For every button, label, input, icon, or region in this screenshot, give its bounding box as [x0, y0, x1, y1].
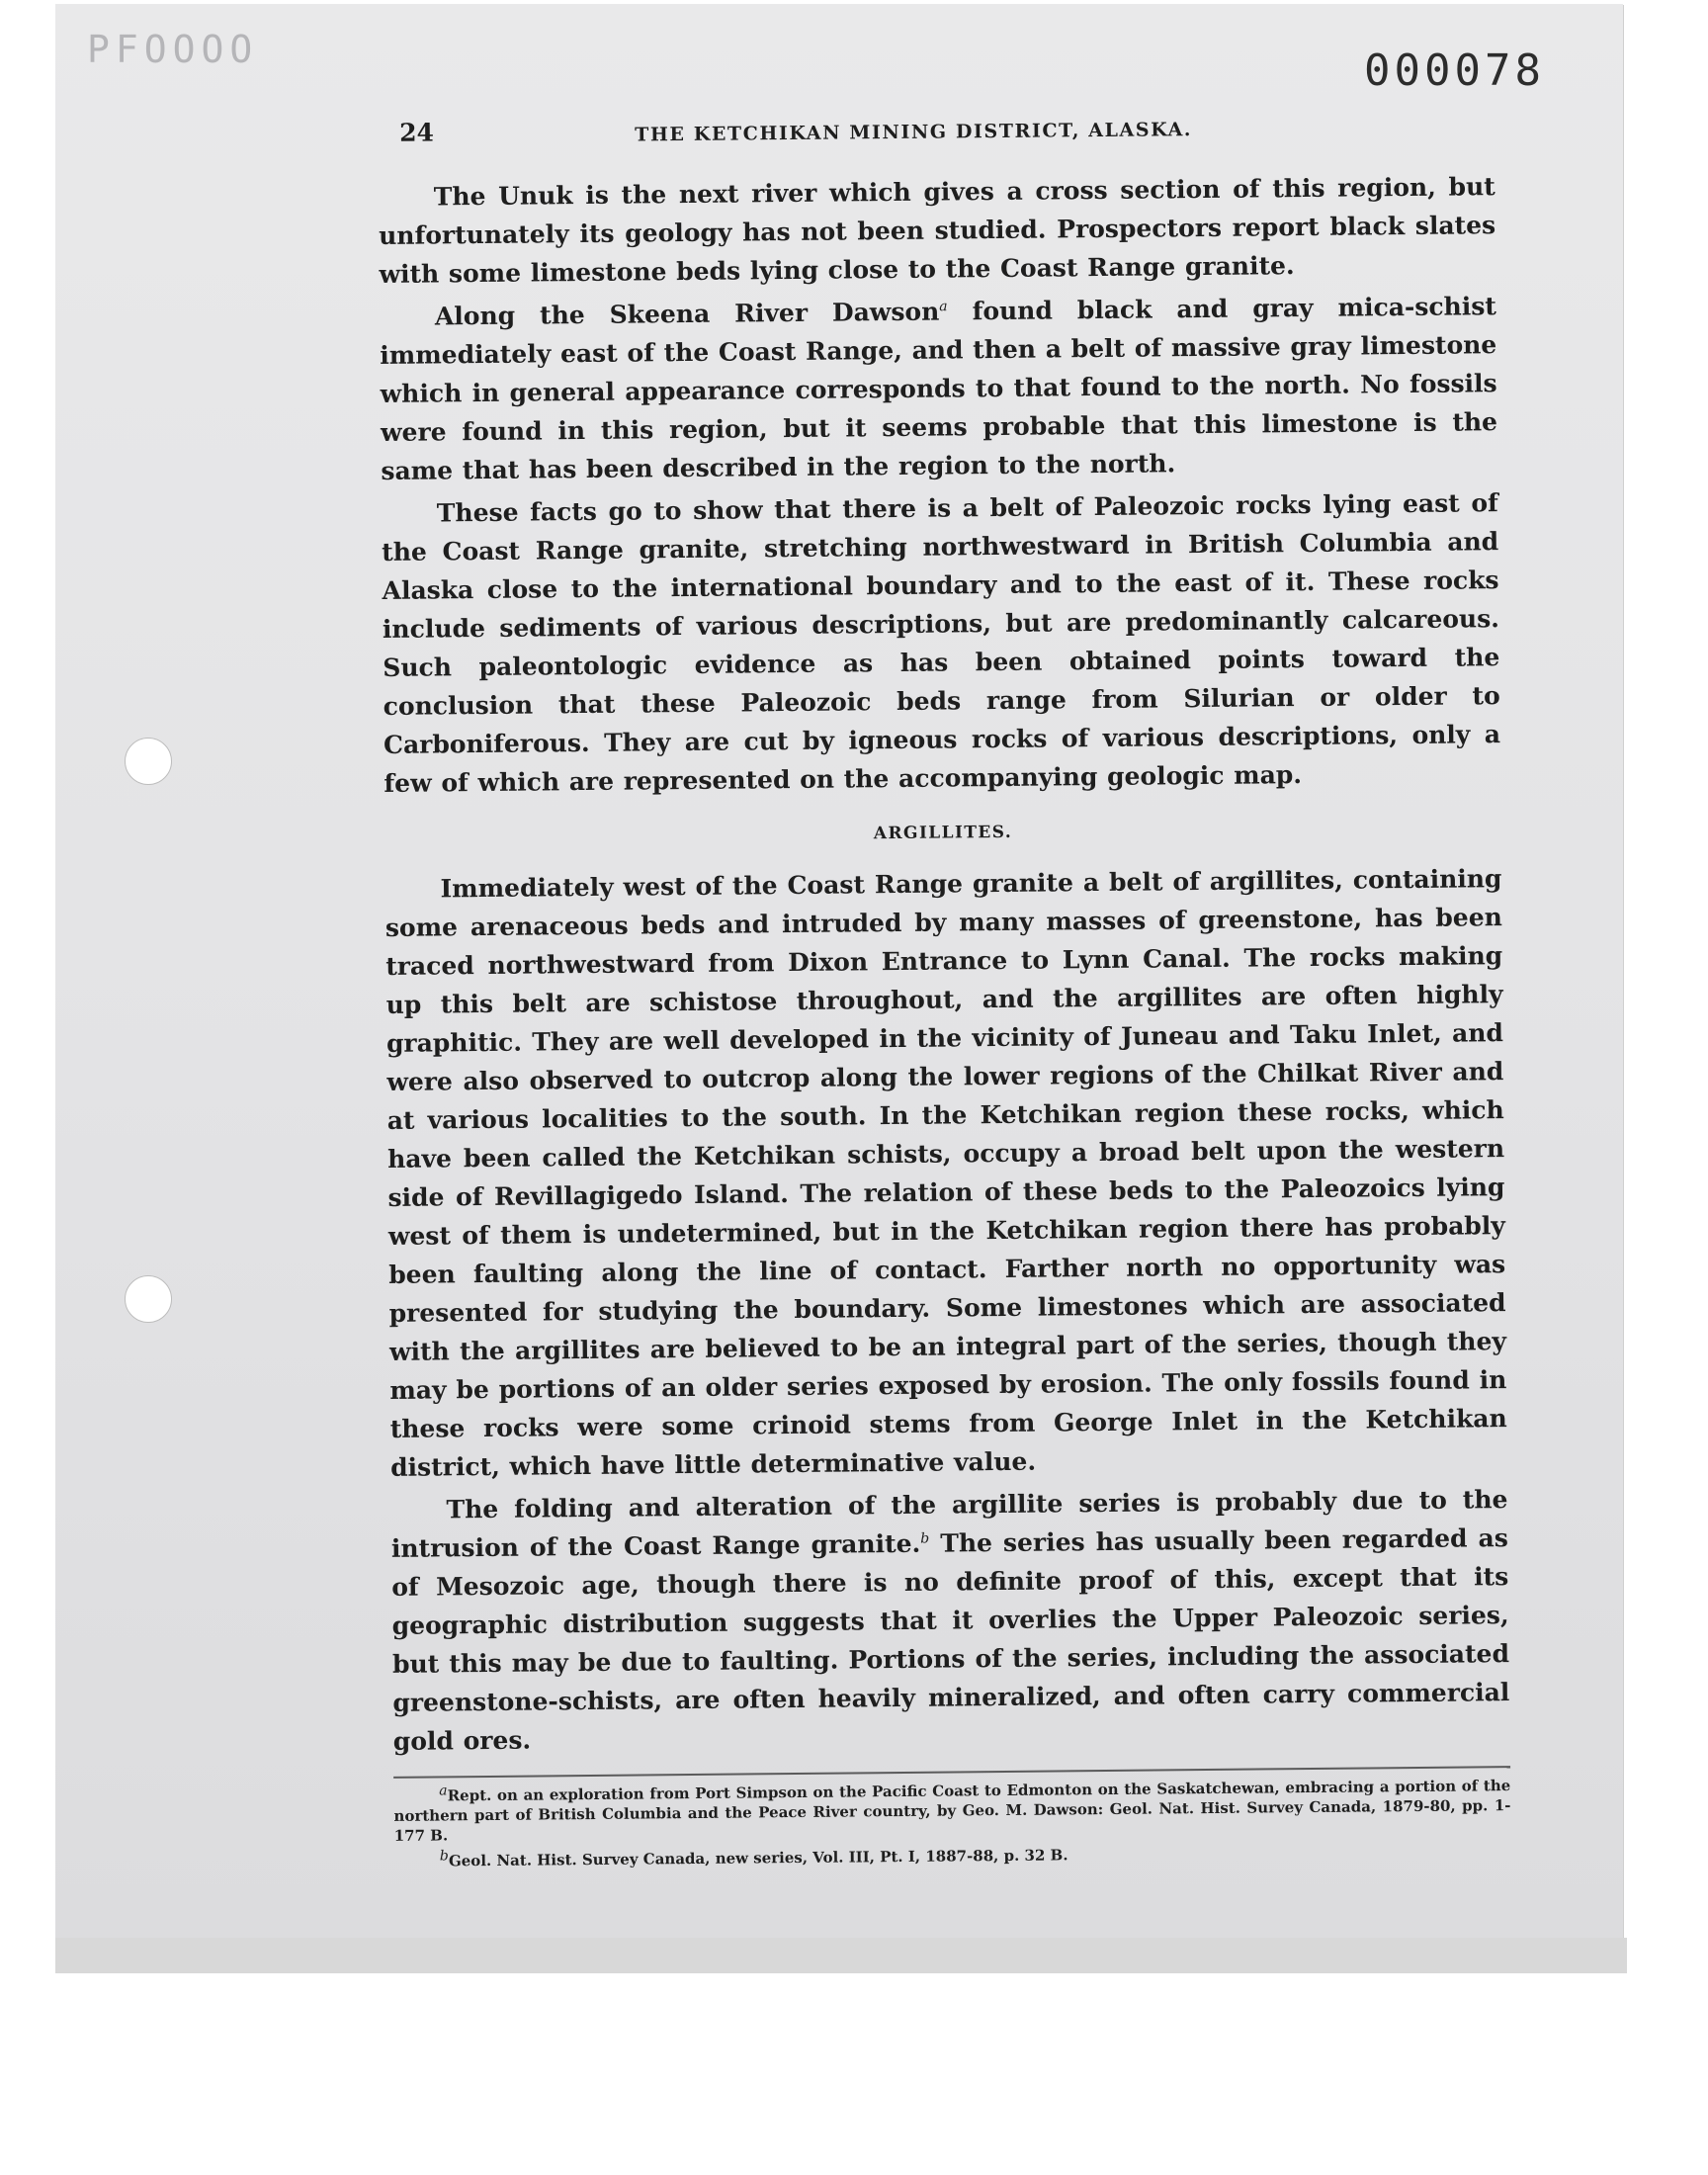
paragraph-folding-rest: The series has usually been regarded as of Mesozoic age, though there is no definite proof of this, except that its geographic distribution suggests that it overlies the Upper Paleozoic series, but this may be due to faulting. Portions of the series, including the associated greenstone-schists, are often heavily mineralized, and often carry commercial gold ores.: [391, 1523, 1510, 1756]
faint-stamp-number: PFOOOO: [87, 28, 259, 71]
footnote-b-text: Geol. Nat. Hist. Survey Canada, new series, Vol. III, Pt. I, 1887-88, p. 32 B.: [448, 1846, 1068, 1870]
paragraph-paleozoic: These facts go to show that there is a belt of Paleozoic rocks lying east of the Coast Range granite, stretching northwestward in British Columbia and Alaska close to the international boundary and to the east of it. These rocks include sediments of various descriptions, but are predominantly calcareous. Such paleontologic evidence as has been obtained points toward the conclusion that these Paleozoic beds range from Silurian or older to Carboniferous. They are cut by igneous rocks of various descriptions, only a few of which are represented on the accompanying geologic map.: [382, 488, 1501, 798]
footnote-marker-a: a: [439, 1783, 448, 1799]
punch-hole-lower: [125, 1275, 172, 1323]
paragraph-folding: [390, 1480, 1510, 1761]
section-heading-argillites: ARGILLITES.: [873, 822, 1013, 844]
paragraph-skeena: [380, 287, 1498, 490]
paragraph-folding-lead: The folding and alteration of the argillite series is probably due to the intrusion of the Coast Range granite.: [390, 1485, 1508, 1563]
footnote-a-text: Rept. on an exploration from Port Simpson on the Pacific Coast to Edmonton on the Saskatchewan, embracing a portion of the northern part of British Columbia and the Peace River country, by Geo. M. Dawson: Geol. Nat. Hist. Survey Canada, 1879-80, pp. 1-177 B.: [393, 1777, 1511, 1845]
page-number: 24: [399, 118, 435, 147]
paragraph-argillite-belt: Immediately west of the Coast Range granite a belt of argillites, containing some arenaceous beds and intruded by many masses of greenstone, has been traced northwestward from Dixon Entrance to Lynn Canal. The rocks making up this belt are schistose throughout, and the argillites are often highly graphitic. They are well developed in the vicinity of Juneau and Taku Inlet, and were also observed to outcrop along the lower regions of the Chilkat River and at various localities to the south. In the Ketchikan region these rocks, which have been called the Ketchikan schists, occupy a broad belt upon the western side of Revillagigedo Island. The relation of these beds to the Paleozoics lying west of them is undetermined, but in the Ketchikan region there has probably been faulting along the line of contact. Farther north no opportunity was presented for studying the boundary. Some limestones which are associated with the argillites are believed to be an integral part of the series, though they may be portions of an older series exposed by erosion. The only fossils found in these rocks were some crinoid stems from George Inlet in the Ketchikan district, which have little determinative value.: [384, 864, 1507, 1482]
paragraph-skeena-lead: Along the Skeena River Dawson: [434, 297, 940, 331]
paragraph-unuk: The Unuk is the next river which gives a cross section of this region, but unfortunately its geology has not been studied. Prospectors report black slates with some limestone beds lying close to the Coast Range granite.: [379, 172, 1496, 289]
footnote-ref-b[interactable]: b: [920, 1530, 930, 1547]
document-page: [378, 106, 1511, 1877]
paragraph-skeena-rest: found black and gray mica-schist immediately east of the Coast Range, and then a belt of massive gray limestone which in general appearance corresponds to that found to the north. No fossils were found in this region, but it seems probable that this limestone is the same that has been described in the region to the north.: [380, 292, 1498, 485]
underlying-sheet-edge: [55, 1938, 1627, 1973]
punch-hole-upper: [125, 738, 172, 785]
footnote-ref-a[interactable]: a: [939, 299, 948, 315]
running-title: THE KETCHIKAN MINING DISTRICT, ALASKA.: [635, 119, 1193, 146]
archive-stamp-number: 000078: [1364, 45, 1545, 96]
footnote-marker-b: b: [439, 1848, 449, 1865]
footnote-a: [393, 1776, 1511, 1846]
footnote-b: [394, 1841, 1511, 1871]
scan-bed-margin: [0, 1987, 1708, 2175]
